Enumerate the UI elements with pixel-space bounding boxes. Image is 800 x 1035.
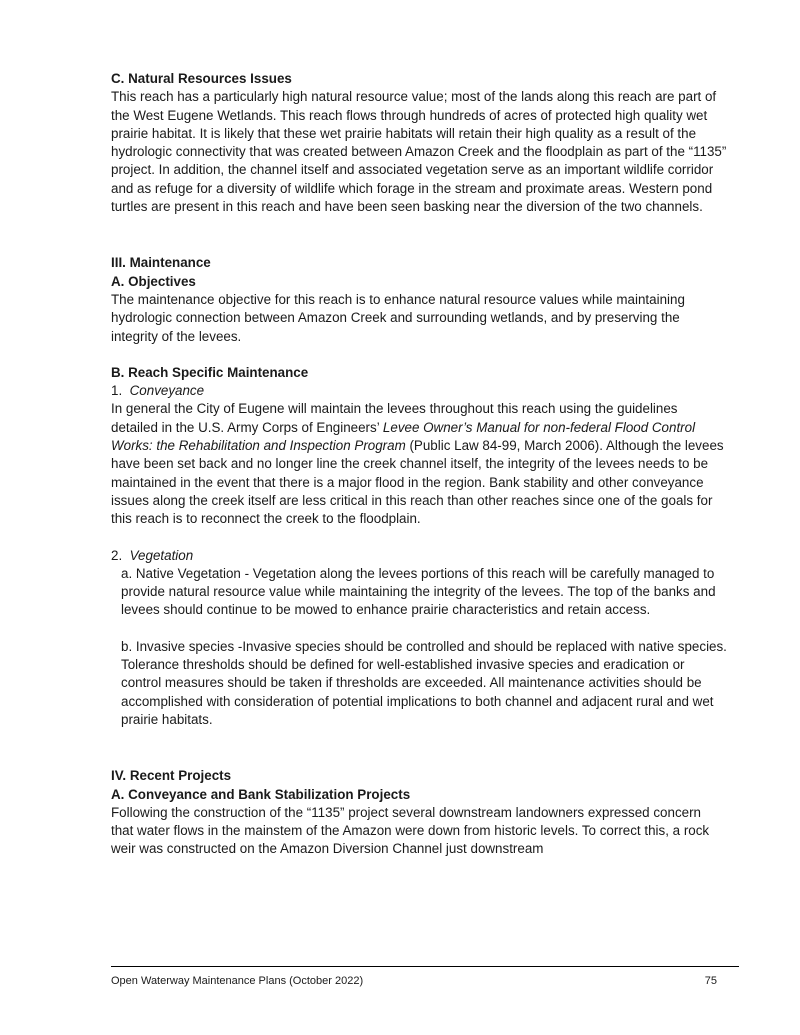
conveyance-title: Conveyance — [129, 383, 205, 399]
section-c-heading: C. Natural Resources Issues — [111, 71, 292, 86]
footer-title: Open Waterway Maintenance Plans (October 2022) — [111, 975, 364, 987]
document-page — [111, 70, 727, 859]
conveyance-number: 1. — [111, 383, 123, 399]
levee-manual-title: Levee Owner’s Manual for non-federal Flood Control Works: the Rehabilitation and Inspection Program — [111, 419, 696, 454]
page-number: 75 — [704, 975, 717, 987]
conveyance-projects-heading: A. Conveyance and Bank Stabilization Projects — [111, 786, 411, 802]
footer-divider — [111, 966, 739, 967]
page-footer — [111, 975, 717, 987]
section-iv-heading: IV. Recent Projects — [111, 768, 232, 784]
native-vegetation-item: a. Native Vegetation - Vegetation along the levees portions of this reach will be carefully managed to provide natural resource value while maintaining the integrity of the levees. The top of the banks and levees should continue to be mowed to enhance prairie characteristics and retain access. — [121, 565, 716, 618]
section-c-body: This reach has a particularly high natural resource value; most of the lands along this reach are part of the West Eugene Wetlands. This reach flows through hundreds of acres of protected high quality wet prairie habitat. It is likely that these wet prairie habitats will retain their high quality as a result of the hydrologic connectivity that was created between Amazon Creek and the floodplain as part of the “1135” project. In addition, the channel itself and associated vegetation serve as an important wildlife corridor and as refuge for a diversity of wildlife which forage in the stream and proximate areas. Western pond turtles are present in this reach and have been seen basking near the diversion of the two channels. — [111, 89, 727, 215]
vegetation-heading — [111, 547, 727, 565]
conveyance-body-start: In general the City of Eugene will maintain the levees throughout this reach using the guidelines detailed in the U.S. Army Corps of Engineers’ — [111, 401, 678, 435]
vegetation-title: Vegetation — [129, 547, 194, 563]
conveyance-heading — [111, 382, 727, 400]
objectives-heading: A. Objectives — [111, 273, 196, 289]
objectives-body: The maintenance objective for this reach is to enhance natural resource values while maintaining hydrologic connection between Amazon Creek and surrounding wetlands, and by preserving the integrity of the levees. — [111, 291, 685, 344]
conveyance-projects-body: Following the construction of the “1135” project several downstream landowners expressed concern that water flows in the mainstem of the Amazon were down from historic levels. To correct this, a rock weir was constructed on the Amazon Diversion Channel just downstream — [111, 804, 710, 857]
vegetation-number: 2. — [111, 547, 123, 563]
conveyance-body-end: (Public Law 84-99, March 2006). Although the levees have been set back and no longer line the creek channel itself, the integrity of the levees needs to be maintained in the event that there is a major flood in the region. Bank stability and other conveyance issues along the creek itself are less critical in this reach than other reaches since one of the goals for this reach is to reconnect the creek to the floodplain. — [111, 438, 724, 527]
invasive-species-item: b. Invasive species -Invasive species should be controlled and should be replaced with native species. Tolerance thresholds should be defined for well-established invasive species and eradication or control measures should be taken if thresholds are exceeded. All maintenance activities should be accomplished with consideration of potential implications to both channel and adjacent rural and wet prairie habitats. — [121, 638, 727, 727]
reach-maintenance-heading: B. Reach Specific Maintenance — [111, 364, 309, 380]
conveyance-body — [111, 400, 727, 528]
section-iii-heading: III. Maintenance — [111, 255, 211, 271]
